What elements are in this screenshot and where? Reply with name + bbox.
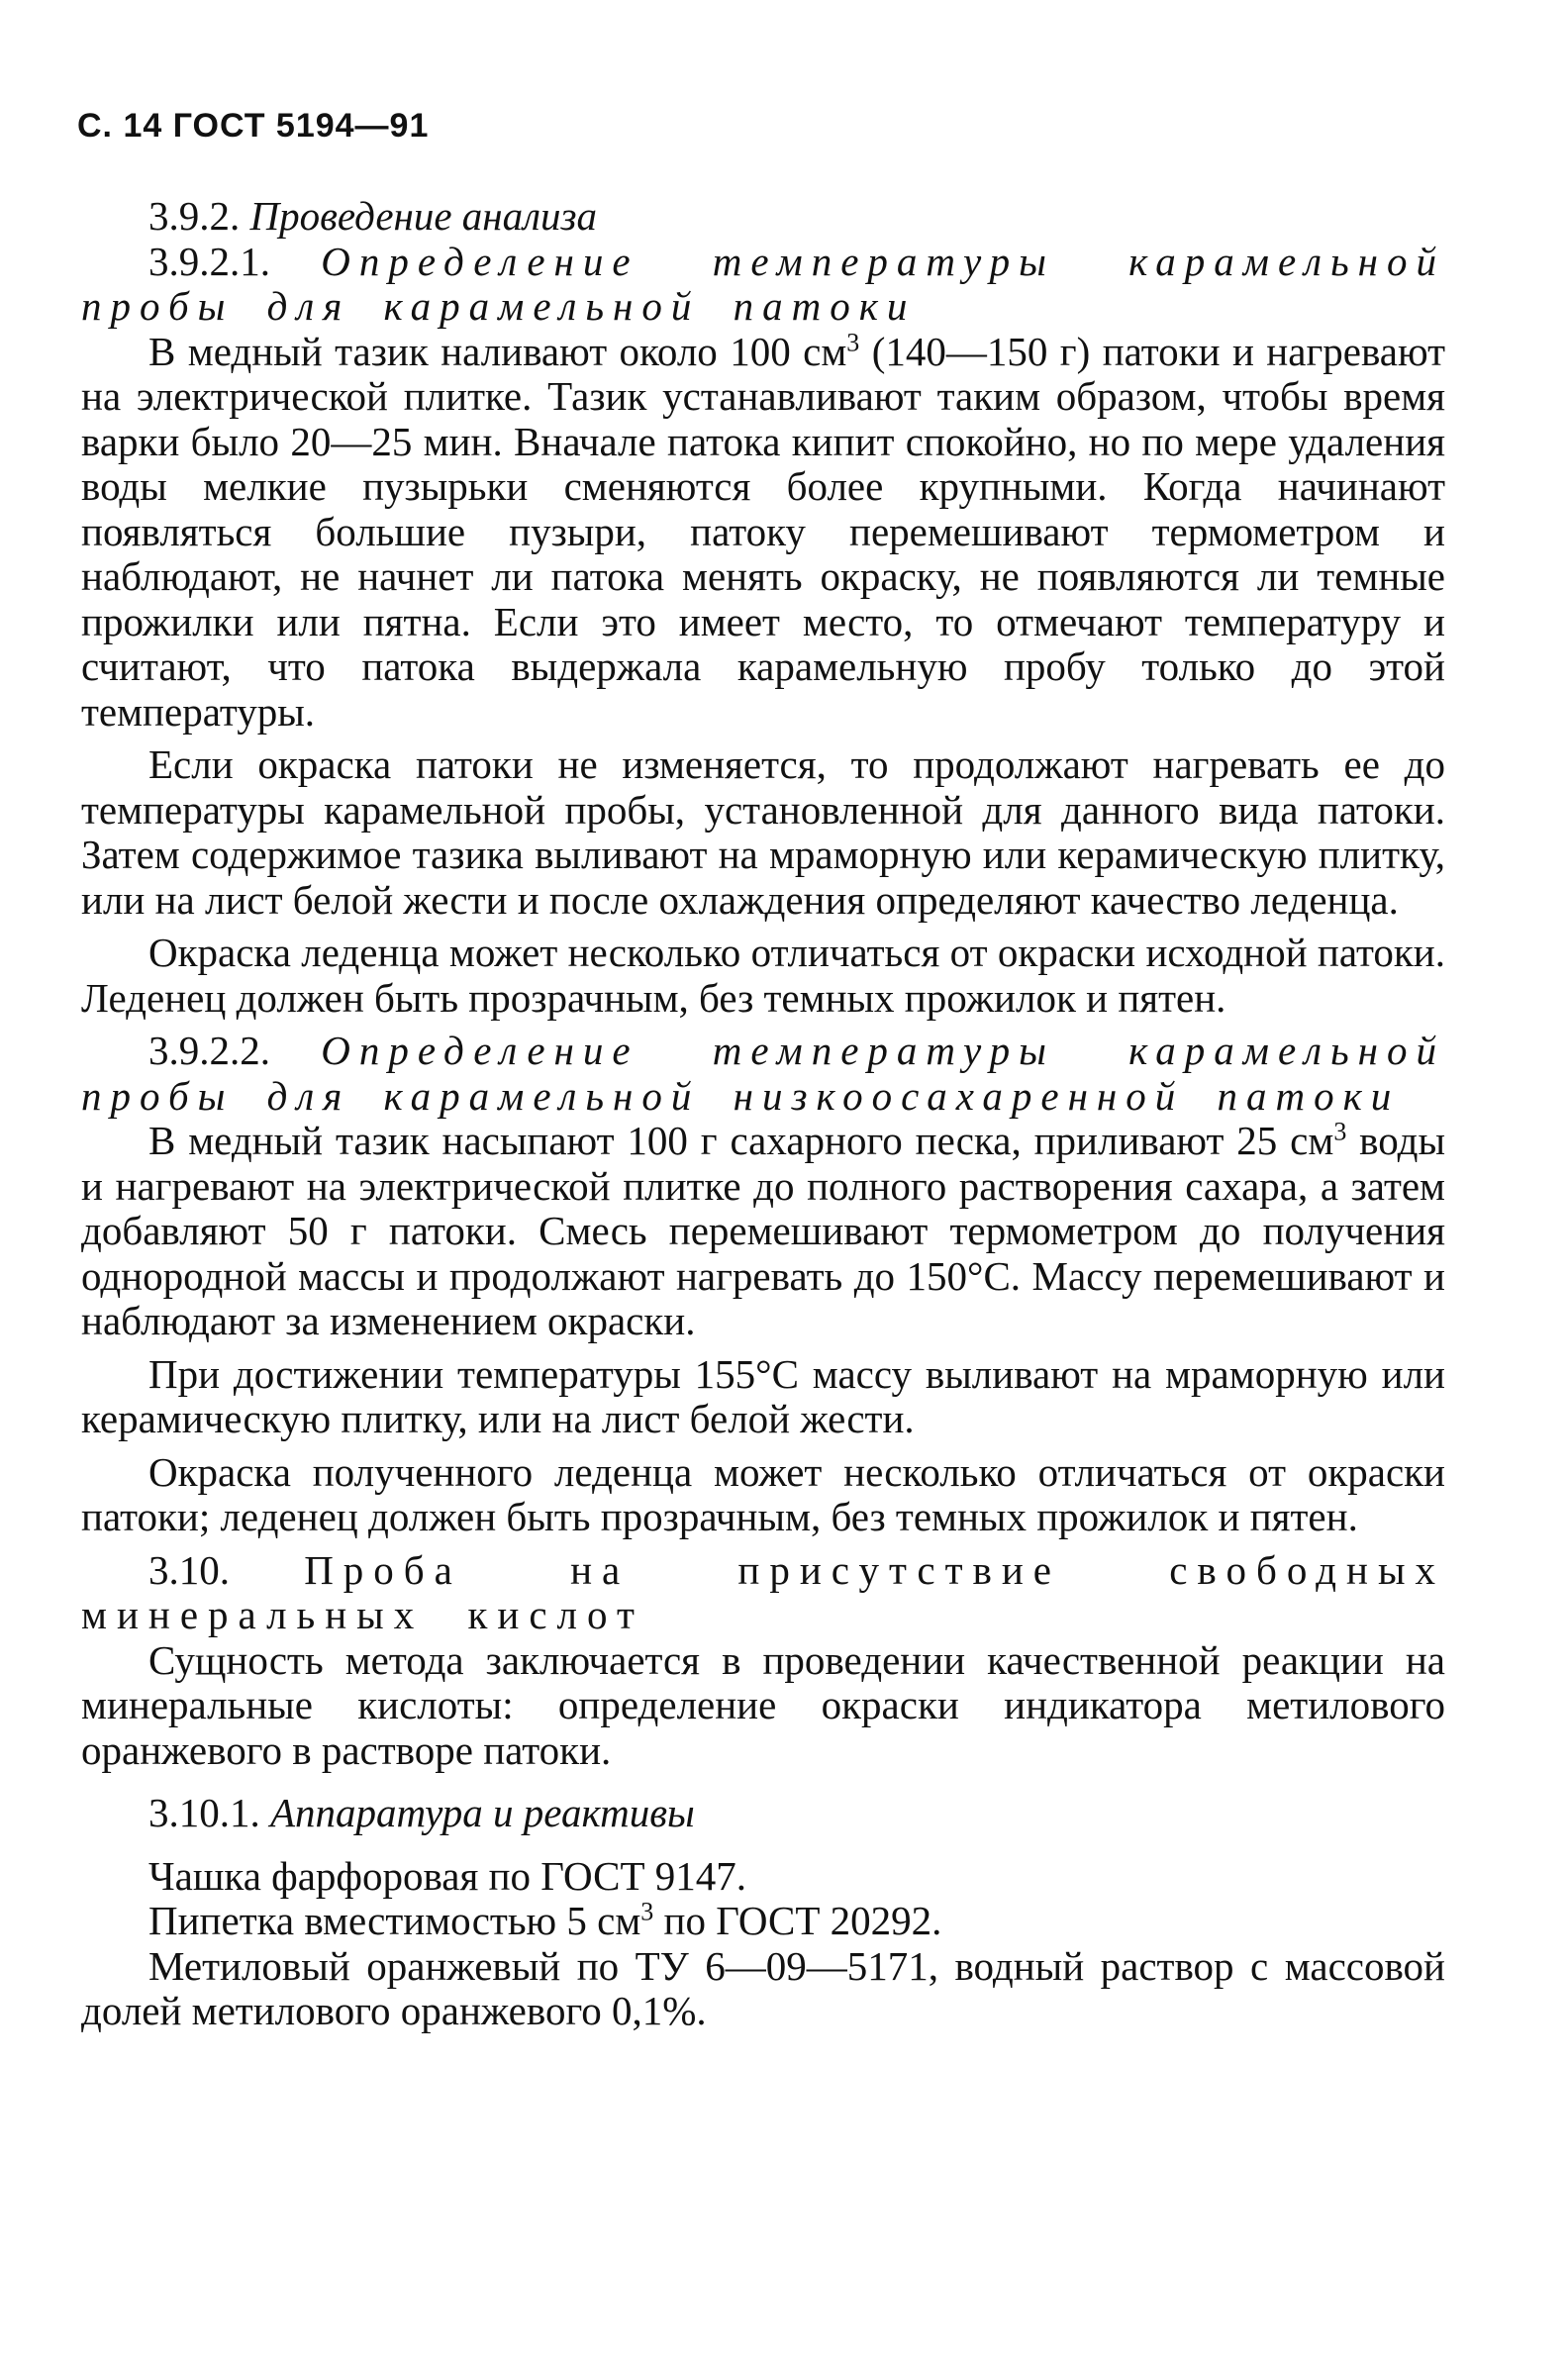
section-3-9-2-1-heading (81, 240, 1445, 330)
paragraph-4 (81, 1119, 1445, 1344)
superscript: 3 (846, 327, 860, 356)
paragraph-9 (81, 1899, 1445, 1944)
section-title: Проведение анализа (249, 193, 598, 239)
superscript: 3 (1333, 1117, 1347, 1146)
section-3-9-2-heading (81, 194, 1445, 240)
section-number: 3.9.2.2. (148, 1028, 270, 1073)
section-title: Аппаратура и реактивы (270, 1790, 695, 1835)
paragraph-5: При достижении температуры 155°С массу выливают на мраморную или керамическую плитку, или на лист белой жести. (81, 1350, 1445, 1441)
section-title: Определение температуры карамельной пробы для карамельной низкоосахаренной патоки (81, 1028, 1446, 1119)
section-3-10-heading (81, 1548, 1445, 1638)
section-number: 3.10.1. (148, 1790, 260, 1835)
paragraph-10: Метиловый оранжевый по ТУ 6—09—5171, водный раствор с массовой долей метилового оранжевого 0,1%. (81, 1942, 1445, 2033)
section-number: 3.10. (148, 1546, 230, 1593)
section-3-10-1-heading (81, 1791, 1445, 1836)
paragraph-6: Окраска полученного леденца может несколько отличаться от окраски патоки; леденец должен быть прозрачным, без темных прожилок и пятен. (81, 1448, 1445, 1539)
paragraph-text: воды и нагревают на электрической плитке до полного растворения сахара, а затем добавляют 50 г патоки. Смесь перемешивают термометром до получения однородной массы и продолжают нагревать до 150°С. Массу перемешивают и наблюдают за изменением окраски. (81, 1118, 1445, 1343)
section-title: Проба на присутствие свободных минеральных кислот (81, 1546, 1445, 1637)
page-header: С. 14 ГОСТ 5194—91 (77, 107, 430, 145)
section-title: Определение температуры карамельной пробы для карамельной патоки (81, 238, 1446, 329)
paragraph-text: по ГОСТ 20292. (653, 1898, 942, 1943)
superscript: 3 (640, 1897, 654, 1926)
paragraph-2: Если окраска патоки не изменяется, то продолжают нагревать ее до температуры карамельной пробы, установленной для данного вида патоки. Затем содержимое тазика выливают на мраморную или керамическую плитку, или на лист белой жести и после охлаждения определяют качество леденца. (81, 741, 1445, 923)
section-number: 3.9.2.1. (148, 238, 270, 284)
section-number: 3.9.2. (148, 193, 241, 239)
paragraph-8: Чашка фарфоровая по ГОСТ 9147. (148, 1852, 746, 1899)
paragraph-text: В медный тазик насыпают 100 г сахарного песка, приливают 25 см (148, 1118, 1334, 1163)
document-body (81, 194, 1445, 2034)
paragraph-text: Пипетка вместимостью 5 см (148, 1898, 641, 1943)
paragraph-1 (81, 327, 1445, 736)
paragraph-3: Окраска леденца может несколько отличаться от окраски исходной патоки. Леденец должен быть прозрачным, без темных прожилок и пятен. (81, 930, 1445, 1021)
section-3-9-2-2-heading (81, 1029, 1445, 1119)
paragraph-text: (140—150 г) патоки и нагревают на электрической плитке. Тазик устанавливают таким образом, чтобы время варки было 20—25 мин. Вначале патока кипит спокойно, но по мере удаления воды мелкие пузырьки сменяются более крупными. Когда начинают появляться большие пузыри, патоку перемешивают термометром и наблюдают, не начнет ли патока менять окраску, не появляются ли темные прожилки или пятна. Если это имеет место, то отмечают температуру и считают, что патока выдержала карамельную пробу только до этой температуры. (81, 328, 1445, 735)
paragraph-text: В медный тазик наливают около 100 см (148, 328, 847, 374)
paragraph-7: Сущность метода заключается в проведении качественной реакции на минеральные кислоты: определение окраски индикатора метилового оранжевого в растворе патоки. (81, 1636, 1445, 1773)
